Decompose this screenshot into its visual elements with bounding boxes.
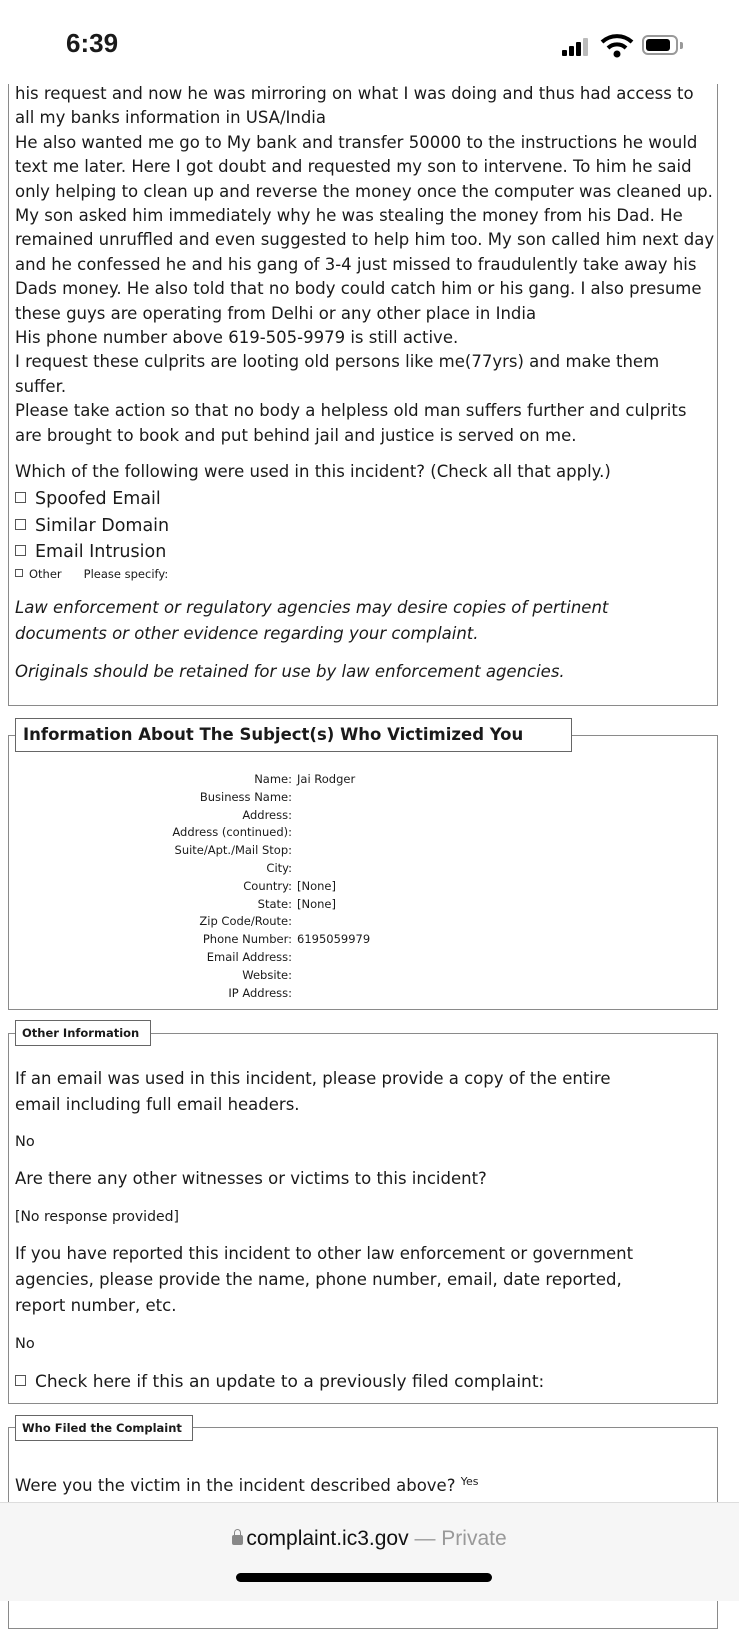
wifi-icon [600,34,634,58]
field-label: Zip Code/Route: [199,914,292,929]
subject-field-row [0,948,739,966]
reported-question: If you have reported this incident to other law enforcement or government [15,1244,634,1263]
option-label: Email Intrusion [35,542,167,562]
url-separator: — [414,1527,436,1550]
option-other[interactable] [15,566,168,582]
narrative-line: only helping to clean up and reverse the money once the computer was cleaned up. [15,181,713,201]
home-indicator[interactable] [236,1573,492,1582]
subject-field-row [0,966,739,984]
field-label: Phone Number: [202,932,292,947]
url-text: complaint.ic3.gov [246,1527,409,1550]
narrative-line: remained unruffled and even suggested to help him too. My son called him next day [15,230,715,250]
option-spoofed-email[interactable] [15,487,161,511]
filer-legend: Who Filed the Complaint [15,1415,193,1441]
witness-answer: [No response provided] [15,1209,179,1225]
checkbox[interactable] [15,569,23,577]
subject-field-row [0,930,739,948]
private-label: Private [441,1527,507,1550]
battery-icon [642,35,678,55]
status-time: 6:39 [66,28,119,58]
narrative-line: His phone number above 619-505-9979 is still active. [15,328,459,347]
victim-question [15,1470,478,1498]
subject-field-row [0,877,739,895]
option-email-intrusion[interactable] [15,540,166,564]
field-label: Business Name: [199,789,292,804]
victim-question-text: Were you the victim in the incident described above? [15,1476,456,1495]
field-label: Address: [242,807,292,822]
reported-answer: No [15,1336,35,1352]
option-label: Spoofed Email [35,489,161,509]
narrative-line: suffer. [15,376,67,396]
narrative-line: these guys are operating from Delhi or any other place in India [15,303,537,323]
field-label: City: [266,861,292,875]
victim-answer: Yes [460,1475,479,1488]
field-label: Website: [242,967,292,982]
signal-icon [562,36,592,56]
field-label: Name: [254,772,292,786]
subject-field-row [0,841,739,859]
evidence-notice: Law enforcement or regulatory agencies may desire copies of pertinent [15,598,609,617]
field-label: State: [257,896,292,911]
incident-question: Which of the following were used in this incident? (Check all that apply.) [15,462,611,481]
lock-icon [232,1535,243,1545]
email-question: If an email was used in this incident, please provide a copy of the entire [15,1069,611,1088]
specify-label: Please specify: [83,567,169,581]
subject-legend: Information About The Subject(s) Who Victimized You [15,718,572,752]
field-label: Country: [243,878,292,893]
narrative-line: He also wanted me go to My bank and transfer 50000 to the instructions he would [15,132,698,152]
option-label: Similar Domain [35,516,170,536]
originals-notice: Originals should be retained for use by law enforcement agencies. [15,662,565,681]
subject-field-row [0,895,739,913]
field-value: 6195059979 [297,932,371,947]
reported-question: agencies, please provide the name, phone number, email, date reported, [15,1270,622,1289]
checkbox[interactable] [15,1375,26,1386]
checkbox[interactable] [15,545,26,556]
subject-field-row [0,770,739,788]
option-label: Other [29,567,62,581]
narrative-line: Dads money. He also told that no body could catch him or his gang. I also presume [15,279,702,299]
narrative-line: text me later. Here I got doubt and requested my son to intervene. To him he said [15,157,692,177]
narrative-line: are brought to book and put behind jail and justice is served on me. [15,425,577,445]
witness-question: Are there any other witnesses or victims to this incident? [15,1169,487,1188]
evidence-notice: documents or other evidence regarding your complaint. [15,624,479,643]
checkbox[interactable] [15,492,26,503]
status-bar [0,0,739,84]
narrative-line: My son asked him immediately why he was stealing the money from his Dad. He [15,206,683,225]
subject-field-row [0,823,739,841]
narrative-line: I request these culprits are looting old persons like me(77yrs) and make them [15,352,660,372]
checkbox[interactable] [15,519,26,530]
narrative-line: Please take action so that no body a helpless old man suffers further and culprits [15,401,687,421]
field-label: Address (continued): [172,825,292,840]
narrative-line: his request and now he was mirroring on what I was doing and thus had access to [15,84,694,103]
field-value: Jai Rodger [297,772,356,786]
update-checkbox-row[interactable] [15,1370,544,1394]
narrative-line: all my banks information in USA/India [15,108,327,128]
subject-field-row [0,984,739,1002]
subject-field-row [0,859,739,877]
field-value: [None] [297,896,336,911]
reported-question: report number, etc. [15,1296,177,1315]
update-label: Check here if this an update to a previously filed complaint: [35,1372,545,1392]
narrative-line: and he confessed he and his gang of 3-4 just missed to fraudulently take away his [15,254,697,274]
email-question: email including full email headers. [15,1095,300,1114]
browser-bottom-bar [0,1502,739,1601]
subject-field-row [0,912,739,930]
email-answer: No [15,1134,35,1150]
field-label: IP Address: [228,985,292,1000]
field-label: Suite/Apt./Mail Stop: [174,843,292,858]
subject-field-row [0,806,739,824]
option-similar-domain[interactable] [15,514,169,538]
address-bar[interactable] [0,1527,739,1551]
other-info-legend: Other Information [15,1020,151,1046]
subject-field-row [0,788,739,806]
field-label: Email Address: [206,950,292,964]
field-value: [None] [297,878,336,893]
